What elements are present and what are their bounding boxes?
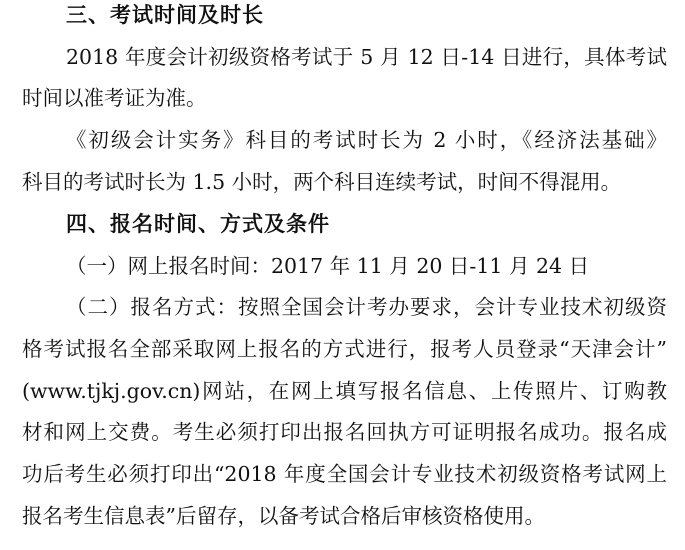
paragraph-line: 报名考生信息表”后留存，以备考试合格后审核资格使用。 <box>22 504 545 528</box>
paragraph-line: 2018 年度会计初级资格考试于 5 月 12 日-14 日进行，具体考试 <box>66 45 667 69</box>
paragraph-line: 功后考生必须打印出“2018 年度全国会计专业技术初级资格考试网上 <box>22 462 667 486</box>
paragraph-line: （二）报名方式：按照全国会计考办要求，会计专业技术初级资 <box>66 295 667 319</box>
paragraph-line: 《初级会计实务》科目的考试时长为 2 小时，《经济法基础》 <box>66 128 667 152</box>
paragraph-line: 时间以准考证为准。 <box>22 86 207 110</box>
paragraph-line: 格考试报名全部采取网上报名的方式进行，报考人员登录“天津会计” <box>22 337 667 361</box>
paragraph-line: (www.tjkj.gov.cn)网站，在网上填写报名信息、上传照片、订购教 <box>22 379 667 403</box>
paragraph-line: 材和网上交费。考生必须打印出报名回执方可证明报名成功。报名成 <box>22 420 667 444</box>
paragraph-line: 科目的考试时长为 1.5 小时，两个科目连续考试，时间不得混用。 <box>22 170 622 194</box>
section-4-heading: 四、报名时间、方式及条件 <box>66 212 330 236</box>
registration-time-item: （一）网上报名时间：2017 年 11 月 20 日-11 月 24 日 <box>66 254 590 278</box>
section-3-heading: 三、考试时间及时长 <box>66 3 264 27</box>
